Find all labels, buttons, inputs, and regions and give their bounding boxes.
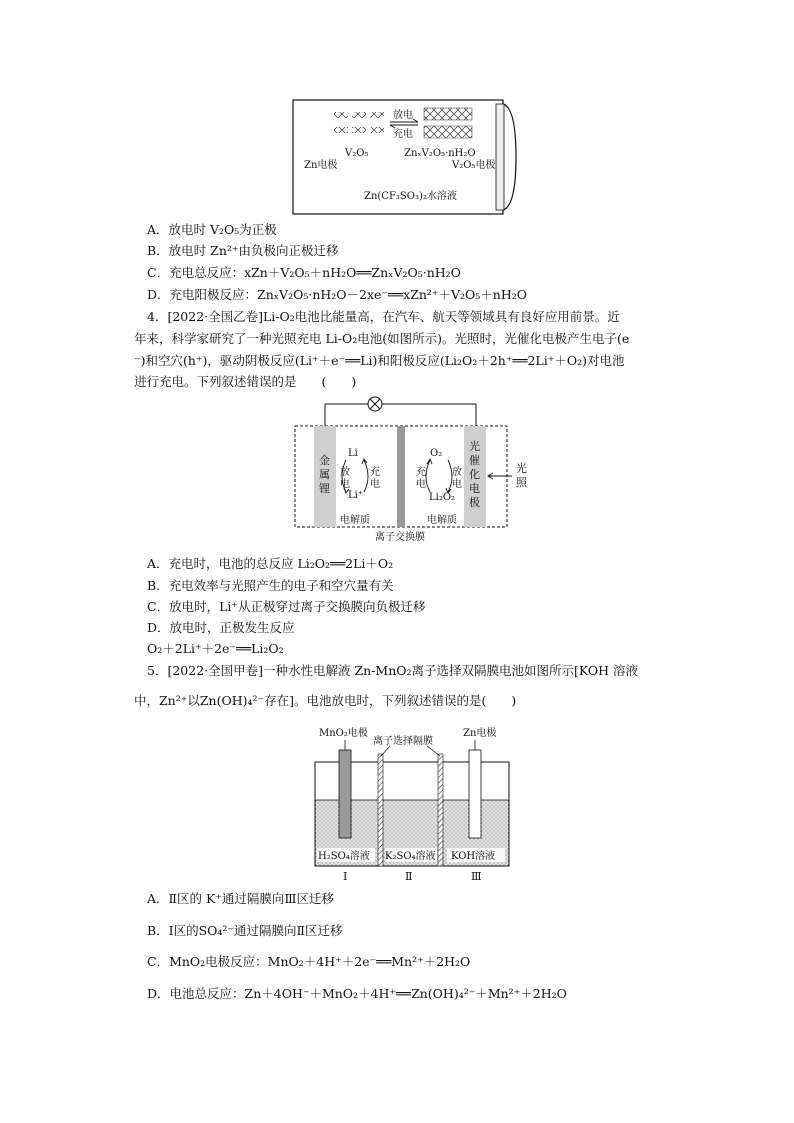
right-electrolyte-label: 电解质	[427, 515, 457, 526]
left-discharge-label	[340, 465, 350, 490]
k2so4-label: K₂SO₄溶液	[385, 851, 436, 862]
zone-1-label: Ⅰ	[343, 870, 348, 883]
q5-option-d: D．电池总反应：Zn＋4OH⁻＋MnO₂＋4H⁺══Zn(OH)₄²⁻＋Mn²⁺＋2H₂O	[147, 986, 567, 1001]
q4-stem-line-1: 4．[2022·全国乙卷]Li-O₂电池比能量高，在汽车、航天等领域具有良好应用前景。近	[147, 309, 620, 324]
li-ion-label: Li⁺	[348, 490, 364, 501]
light-vertical-label	[516, 461, 528, 489]
vertical-char: 电	[370, 479, 380, 490]
vertical-char: 充	[416, 467, 426, 478]
q3-option-a: A．放电时 V₂O₅为正极	[147, 222, 277, 237]
vertical-char: 电	[416, 479, 426, 490]
v2o5-crystal-icon	[334, 112, 384, 133]
zn-mno2-battery-figure	[305, 718, 515, 884]
q4-stem-line-2: 年来，科学家研究了一种光照充电 Li-O₂电池(如图所示)。光照时，光催化电极产生电子(e	[134, 331, 630, 346]
metal-li-vertical-label	[319, 453, 330, 495]
electrolyte-label: Zn(CF₃SO₃)₂水溶液	[364, 191, 457, 202]
v2o5-label: V₂O₅	[345, 148, 369, 159]
q4-option-a: A．充电时，电池的总反应 Li₂O₂══2Li＋O₂	[147, 556, 394, 571]
vertical-char: 放	[452, 467, 462, 478]
zn-electrode-label: Zn电极	[463, 728, 497, 739]
photo-electrode-vertical-label	[469, 439, 480, 509]
vertical-char: 充	[370, 467, 380, 478]
q4-stem-line-3: ⁻)和空穴(h⁺)，驱动阴极反应(Li⁺＋e⁻══Li)和阳极反应(Li₂O₂＋2h⁺══2Li⁺＋O₂)对电池	[134, 353, 625, 368]
zone-3-label: Ⅲ	[471, 870, 482, 883]
q5-option-b: B．Ⅰ区的SO₄²⁻通过隔膜向Ⅱ区迁移	[147, 923, 343, 938]
li-label: Li	[348, 448, 358, 459]
vertical-char: 催	[469, 454, 480, 467]
vertical-char: 化	[469, 468, 480, 481]
li-o2-battery-figure	[290, 394, 540, 542]
zn-v2o5-battery-figure	[290, 98, 522, 216]
koh-label: KOH溶液	[451, 851, 496, 862]
q5-option-c: C．MnO₂电极反应：MnO₂＋4H⁺＋2e⁻══Mn²⁺＋2H₂O	[147, 954, 471, 969]
q5-stem-line-2: 中，Zn²⁺以Zn(OH)₄²⁻存在]。电池放电时，下列叙述错误的是( )	[134, 693, 517, 708]
o2-label: O₂	[430, 448, 443, 459]
q5-stem-line-1: 5．[2022·全国甲卷]一种水性电解液 Zn-MnO₂离子选择双隔膜电池如图所示[KOH 溶液	[147, 663, 639, 678]
vertical-char: 极	[469, 496, 480, 509]
h2so4-label: H₂SO₄溶液	[318, 851, 370, 862]
q3-option-d: D．充电阳极反应：ZnₓV₂O₅·nH₂O－2xe⁻══xZn²⁺＋V₂O₅＋nH₂O	[147, 287, 527, 302]
lamp-icon	[368, 397, 382, 411]
q3-option-c: C．充电总反应：xZn＋V₂O₅＋nH₂O══ZnₓV₂O₅·nH₂O	[147, 265, 461, 280]
q4-stem-line-4: 进行充电。下列叙述错误的是 ( )	[134, 374, 357, 389]
zone-2-label: Ⅱ	[405, 870, 413, 883]
q5-option-a: A．Ⅱ区的 K⁺通过隔膜向Ⅲ区迁移	[147, 891, 334, 906]
left-charge-label	[370, 465, 380, 490]
znxv2o5-crystal-icon	[424, 108, 472, 138]
vertical-char: 锂	[319, 482, 330, 495]
q4-option-b: B．充电效率与光照产生的电子和空穴量有关	[147, 578, 394, 593]
vertical-char: 电	[469, 482, 480, 495]
vertical-char: 金	[319, 454, 330, 467]
right-discharge-label	[452, 465, 462, 490]
discharge-label: 放电	[393, 110, 413, 121]
v2o5-electrode-label: V₂O₅电极	[452, 160, 496, 171]
vertical-char: 放	[340, 467, 350, 478]
vertical-char: 光	[516, 462, 527, 475]
vertical-char: 电	[340, 479, 350, 490]
vertical-char: 光	[469, 440, 480, 453]
charge-label: 充电	[393, 129, 413, 140]
vertical-char: 照	[516, 476, 527, 489]
vertical-char: 属	[319, 468, 330, 481]
q4-option-d: D．放电时，正极发生反应	[147, 620, 295, 635]
ion-membrane-label: 离子选择隔膜	[373, 736, 433, 747]
vertical-char: 电	[452, 479, 462, 490]
left-electrolyte-label: 电解质	[340, 515, 370, 526]
q4-option-d-equation: O₂＋2Li⁺＋2e⁻══Li₂O₂	[147, 641, 284, 656]
zn-electrode-label: Zn电极	[304, 160, 338, 171]
light-arrow-icon	[488, 473, 512, 479]
mno2-electrode-label: MnO₂电极	[319, 728, 368, 739]
znxv2o5-label: ZnₓV₂O₅·nH₂O	[404, 148, 476, 159]
q4-option-c: C．放电时，Li⁺从正极穿过离子交换膜向负极迁移	[147, 599, 426, 614]
q3-option-b: B．放电时 Zn²⁺由负极向正极迁移	[147, 243, 339, 258]
li2o2-label: Li₂O₂	[429, 492, 456, 503]
right-charge-label	[416, 465, 426, 490]
membrane-label: 离子交换膜	[375, 532, 425, 542]
